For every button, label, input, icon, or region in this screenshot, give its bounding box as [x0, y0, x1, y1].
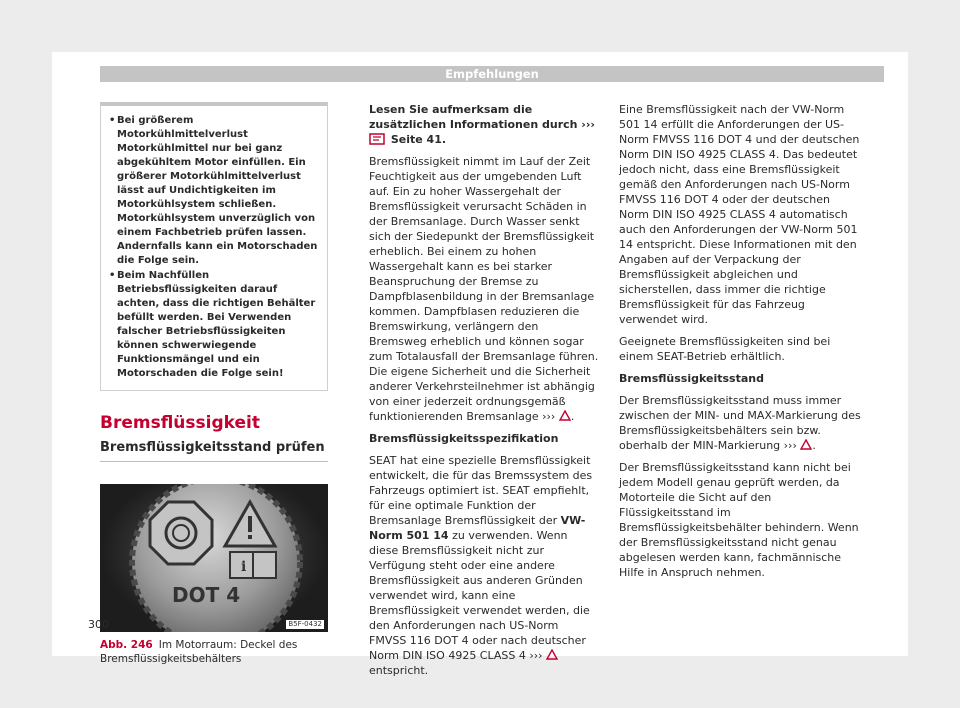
warning-triangle-icon	[559, 410, 571, 421]
caption-number: Abb. 246	[100, 639, 153, 651]
paragraph: Der Bremsflüssigkeitsstand kann nicht bei jedem Modell genau geprüft werden, da Motorteile die Sicht auf den Flüssigkeitsstand im Bremsflüssigkeitsbehälter behindern. Wenn der Bremsflüssigkeitsstand nicht genau abgelesen werden kann, fachmännische Hilfe in Anspruch nehmen.	[619, 461, 859, 579]
figure-id: B5F-0432	[288, 620, 322, 628]
bullet-icon: •	[109, 270, 116, 281]
section-title: Bremsflüssigkeit	[100, 413, 260, 433]
warning-box	[100, 102, 328, 391]
paragraph: Der Bremsflüssigkeitsstand muss immer zwischen der MIN- und MAX-Markierung des Bremsflüssigkeitsbehälters sein bzw. oberhalb der MIN-Markierung ››› .	[619, 394, 861, 452]
intro-note: Lesen Sie aufmerksam die zusätzlichen Informationen durch ››› Seite 41.	[369, 103, 595, 146]
paragraph: Eine Bremsflüssigkeit nach der VW-Norm 501 14 erfüllt die Anforderungen der US-Norm FMVSS 116 DOT 4 und der deutschen Norm DIN ISO 4925 CLASS 4. Das bedeutet jedoch nicht, dass eine Bremsflüssigkeit gemäß den Anforderungen nach US-Norm FMVSS 116 DOT 4 oder der deutschen Norm DIN ISO 4925 CLASS 4 automatisch auch den Anforderungen der VW-Norm 501 14 entspricht. Diese Informationen mit den Angaben auf der Verpackung der Bremsflüssigkeit abgleichen und sicherstellen, dass immer die richtige Bremsflüssigkeit für das Fahrzeug verwendet wird.	[619, 103, 860, 326]
paragraph: Bremsflüssigkeit nimmt im Lauf der Zeit Feuchtigkeit aus der umgebenden Luft auf. Ein zu hoher Wassergehalt der Bremsflüssigkeit verursacht Schäden in der Bremsanlage. Durch Wasser senkt sich der Siedepunkt der Bremsflüssigkeit erheblich. Bei einem zu hohen Wassergehalt kann es bei starker Beanspruchung der Bremse zu Dampfblasenbildung in der Bremsanlage kommen. Dampfblasen reduzieren die Bremswirkung, verlängern den Bremsweg erheblich und können sogar zum Totalausfall der Bremsanlage führen. Die eigene Sicherheit und die Sicherheit anderer Verkehrsteilnehmer ist abhängig von einer jederzeit ordnungsgemäß funktionierenden Bremsanlage ››› .	[369, 155, 599, 423]
warning-item: • Bei größerem Motorkühlmittelverlust Motorkühlmittel nur bei ganz abgekühltem Motor einfüllen. Ein größerer Motorkühlmittelverlust lässt auf Undichtigkeiten im Motorkühlsystem schließen. Motorkühlsystem unverzüglich von einem Fachbetrieb prüfen lassen. Andernfalls kann ein Motorschaden die Folge sein.	[109, 115, 318, 266]
figure-brake-fluid-cap	[100, 484, 328, 632]
caption-text: Im Motorraum: Deckel des Bremsflüssigkeitsbehälters	[100, 639, 298, 665]
column-left	[100, 102, 328, 666]
level-heading: Bremsflüssigkeitsstand	[619, 372, 764, 385]
page-reference-icon	[369, 133, 387, 145]
column-middle	[369, 102, 599, 685]
bullet-icon: •	[109, 115, 116, 126]
cap-label: DOT 4	[172, 583, 241, 607]
spec-heading: Bremsflüssigkeitsspezifikation	[369, 432, 559, 445]
page-number: 300	[88, 618, 109, 631]
warning-triangle-icon	[800, 439, 812, 450]
paragraph: SEAT hat eine spezielle Bremsflüssigkeit entwickelt, die für das Bremssystem des Fahrzeugs optimiert ist. SEAT empfiehlt, für eine optimale Funktion der Bremsanlage Bremsflüssigkeit der VW-Norm 501 14 zu verwenden. Wenn diese Bremsflüssigkeit nicht zur Verfügung steht oder eine andere Bremsflüssigkeit aus anderen Gründen verwendet wird, kann eine Bremsflüssigkeit verwendet werden, die den Anforderungen nach US-Norm FMVSS 116 DOT 4 oder nach deutscher Norm DIN ISO 4925 CLASS 4 ››› entspricht.	[369, 454, 593, 677]
manual-page	[52, 52, 908, 677]
brake-fluid-cap-illustration	[100, 484, 328, 632]
page-header: Empfehlungen	[100, 66, 884, 82]
paragraph: Geeignete Bremsflüssigkeiten sind bei einem SEAT-Betrieb erhältlich.	[619, 335, 831, 363]
brake-warning-icon	[150, 502, 212, 564]
manual-book-icon	[230, 552, 276, 578]
warning-item: • Beim Nachfüllen Betriebsflüssigkeiten darauf achten, dass die richtigen Behälter befüllt werden. Bei Verwenden falscher Betriebsflüssigkeiten können schwerwiegende Funktionsmängel und ein Motorschaden die Folge sein!	[109, 270, 316, 379]
figure-caption	[100, 638, 328, 666]
svg-text:i: i	[241, 559, 247, 575]
warning-triangle-icon	[546, 649, 558, 660]
column-right	[619, 102, 861, 587]
section-subtitle: Bremsflüssigkeitsstand prüfen	[100, 440, 328, 462]
